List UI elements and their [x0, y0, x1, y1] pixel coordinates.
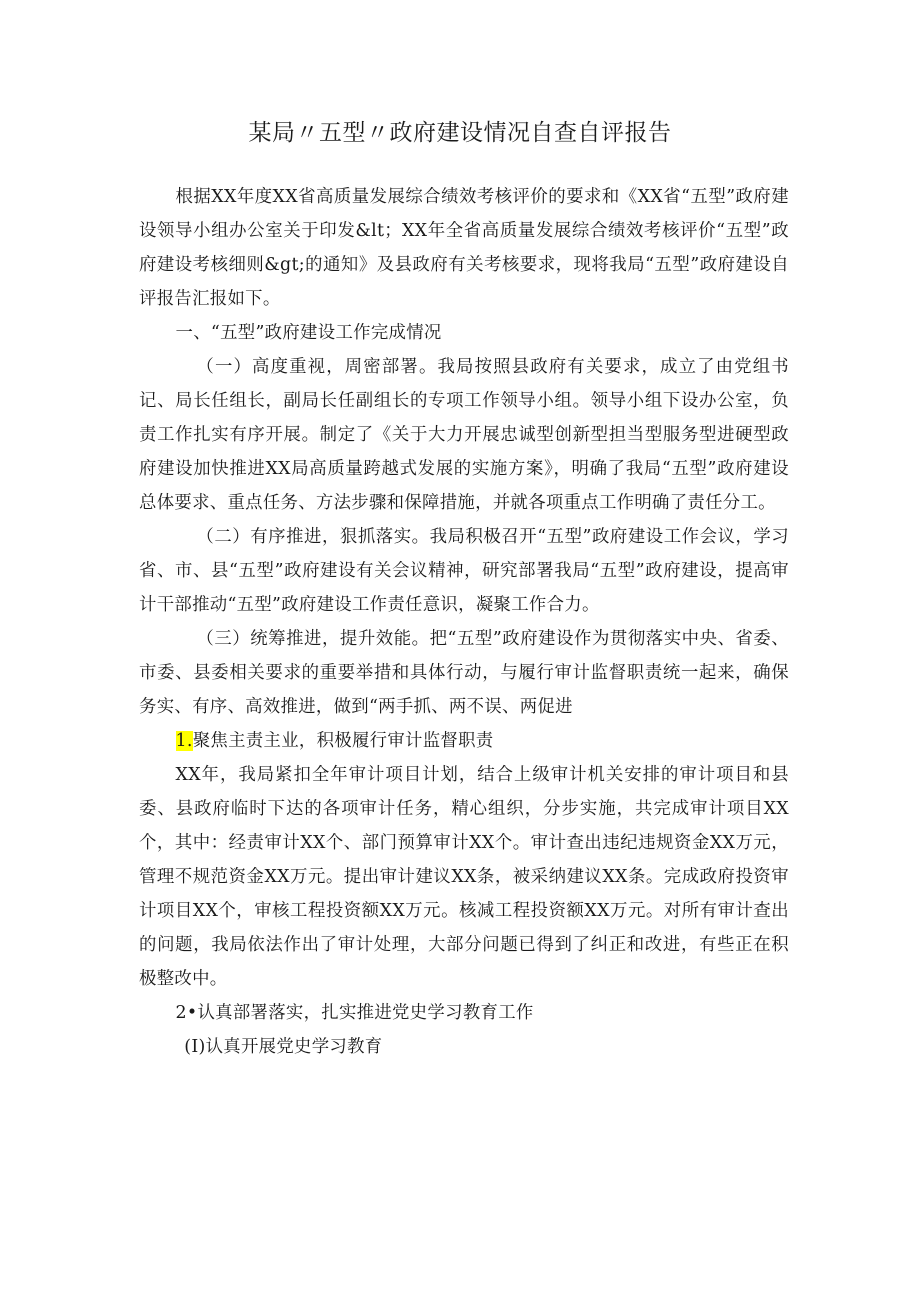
- item-1-heading-text: 聚焦主责主业，积极履行审计监督职责: [192, 731, 494, 751]
- intro-paragraph: 根据XX年度XX省高质量发展综合绩效考核评价的要求和《XX省“五型”政府建设领导小组办公室关于印发&lt；XX年全省高质量发展综合绩效考核评价“五型”政府建设考核细则&gt;的通知》及县政府有关考核要求，现将我局“五型”政府建设自评报告汇报如下。: [139, 187, 789, 309]
- subsection-2-paragraph: （二）有序推进，狠抓落实。我局积极召开“五型”政府建设工作会议，学习省、市、县“五型”政府建设有关会议精神，研究部署我局“五型”政府建设，提高审计干部推动“五型”政府建设工作责任意识，凝聚工作合力。: [139, 527, 789, 615]
- highlighted-number: 1.: [175, 731, 193, 751]
- subsection-1-paragraph: （一）高度重视，周密部署。我局按照县政府有关要求，成立了由党组书记、局长任组长，副局长任副组长的专项工作领导小组。领导小组下设办公室，负责工作扎实有序开展。制定了《关于大力开展忠诚型创新型担当型服务型进硬型政府建设加快推进XX局高质量跨越式发展的实施方案》，明确了我局“五型”政府建设总体要求、重点任务、方法步骤和保障措施，并就各项重点工作明确了责任分工。: [139, 357, 789, 513]
- subsection-3-paragraph: （三）统筹推进，提升效能。把“五型”政府建设作为贯彻落实中央、省委、市委、县委相关要求的重要举措和具体行动，与履行审计监督职责统一起来，确保务实、有序、高效推进，做到“两手抓、两不误、两促进: [139, 629, 789, 717]
- document-body: [139, 180, 789, 1064]
- document-title: 某局〃五型〃政府建设情况自查自评报告: [248, 120, 672, 146]
- item-1-heading: [139, 724, 789, 758]
- section-heading-1: 一、“五型”政府建设工作完成情况: [175, 323, 442, 343]
- item-2-subheading: (I)认真开展党史学习教育: [184, 1037, 383, 1057]
- item-2-heading: 2•认真部署落实，扎实推进党史学习教育工作: [175, 1003, 534, 1023]
- item-1-paragraph: XX年，我局紧扣全年审计项目计划，结合上级审计机关安排的审计项目和县委、县政府临时下达的各项审计任务，精心组织，分步实施，共完成审计项目XX个，其中：经责审计XX个、部门预算审计XX个。审计查出违纪违规资金XX万元，管理不规范资金XX万元。提出审计建议XX条，被采纳建议XX条。完成政府投资审计项目XX个，审核工程投资额XX万元。核减工程投资额XX万元。对所有审计查出的问题，我局依法作出了审计处理，大部分问题已得到了纠正和改进，有些正在积极整改中。: [139, 765, 789, 989]
